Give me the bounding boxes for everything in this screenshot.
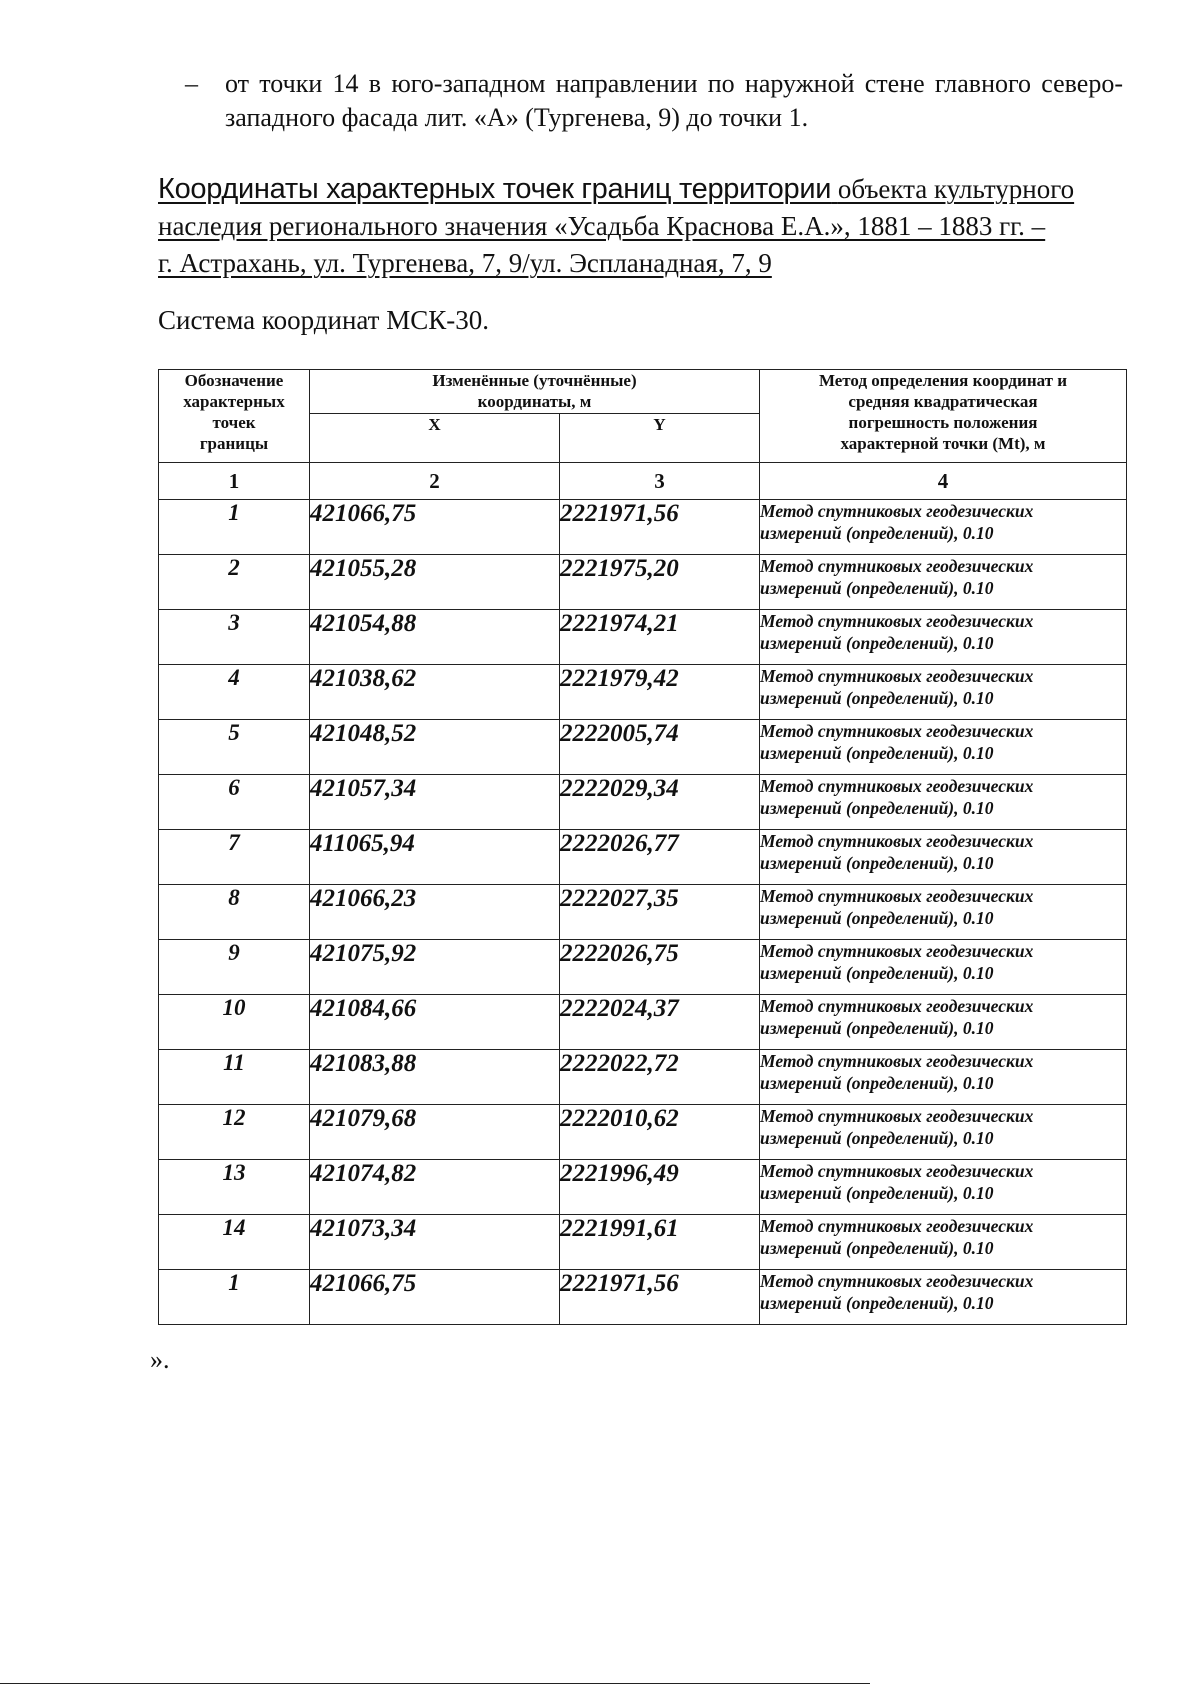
- method-line-1: Метод спутниковых геодезических: [760, 831, 1034, 851]
- point-number: 13: [159, 1160, 310, 1215]
- table-row: [159, 940, 1127, 995]
- point-number: 8: [159, 885, 310, 940]
- heading-line-2: наследия регионального значения «Усадьба Краснова Е.А.», 1881 – 1883 гг. –: [158, 211, 1046, 241]
- heading-line-1-lead: Координаты характерных точек границ территории: [158, 173, 832, 205]
- table-row: [159, 720, 1127, 775]
- header-x: X: [310, 414, 560, 463]
- y-coordinate: 2222026,75: [560, 940, 760, 995]
- table-row: [159, 830, 1127, 885]
- point-number: 12: [159, 1105, 310, 1160]
- table-row: [159, 1160, 1127, 1215]
- y-coordinate: 2221991,61: [560, 1215, 760, 1270]
- header-method-line-2: средняя квадратическая: [848, 392, 1038, 411]
- x-coordinate: 421073,34: [310, 1215, 560, 1270]
- column-number-4: 4: [760, 463, 1127, 500]
- heading-line-3: г. Астрахань, ул. Тургенева, 7, 9/ул. Эспланадная, 7, 9: [158, 248, 772, 278]
- method-line-1: Метод спутниковых геодезических: [760, 1106, 1034, 1126]
- y-coordinate: 2222005,74: [560, 720, 760, 775]
- method-line-2: измерений (определений), 0.10: [760, 1018, 994, 1038]
- document-heading: [158, 171, 1128, 282]
- y-coordinate: 2222024,37: [560, 995, 760, 1050]
- method-line-1: Метод спутниковых геодезических: [760, 501, 1034, 521]
- method-line-1: Метод спутниковых геодезических: [760, 886, 1034, 906]
- y-coordinate: 2222029,34: [560, 775, 760, 830]
- footer-rule: [0, 1683, 870, 1684]
- method-cell: [760, 1050, 1127, 1105]
- method-cell: [760, 610, 1127, 665]
- method-line-1: Метод спутниковых геодезических: [760, 1161, 1034, 1181]
- table-row: [159, 610, 1127, 665]
- table-row: [159, 1215, 1127, 1270]
- x-coordinate: 421084,66: [310, 995, 560, 1050]
- method-line-2: измерений (определений), 0.10: [760, 523, 994, 543]
- y-coordinate: 2222026,77: [560, 830, 760, 885]
- x-coordinate: 421066,23: [310, 885, 560, 940]
- table-row: [159, 500, 1127, 555]
- header-method-line-1: Метод определения координат и: [818, 371, 1068, 390]
- method-cell: [760, 885, 1127, 940]
- method-line-2: измерений (определений), 0.10: [760, 1128, 994, 1148]
- heading-line-1-rest: объекта культурного: [837, 174, 1075, 204]
- coordinate-system-label: Система координат МСК-30.: [158, 305, 489, 335]
- method-line-1: Метод спутниковых геодезических: [760, 996, 1034, 1016]
- point-number: 10: [159, 995, 310, 1050]
- y-coordinate: 2222022,72: [560, 1050, 760, 1105]
- header-changed-line-1: Изменённые (уточнённые): [432, 371, 637, 390]
- method-line-2: измерений (определений), 0.10: [760, 688, 994, 708]
- column-number-1: 1: [159, 463, 310, 500]
- table-row: [159, 665, 1127, 720]
- method-cell: [760, 1160, 1127, 1215]
- method-line-2: измерений (определений), 0.10: [760, 1238, 994, 1258]
- method-line-2: измерений (определений), 0.10: [760, 963, 994, 983]
- table-row: [159, 885, 1127, 940]
- table-row: [159, 1050, 1127, 1105]
- method-line-2: измерений (определений), 0.10: [760, 1073, 994, 1093]
- method-line-1: Метод спутниковых геодезических: [760, 1271, 1034, 1291]
- point-number: 4: [159, 665, 310, 720]
- point-number: 3: [159, 610, 310, 665]
- header-method-line-4: характерной точки (Mt), м: [840, 434, 1046, 453]
- method-line-1: Метод спутниковых геодезических: [760, 1051, 1034, 1071]
- column-number-2: 2: [310, 463, 560, 500]
- method-cell: [760, 555, 1127, 610]
- table-row: [159, 555, 1127, 610]
- method-cell: [760, 940, 1127, 995]
- x-coordinate: 421083,88: [310, 1050, 560, 1105]
- method-cell: [760, 720, 1127, 775]
- method-line-2: измерений (определений), 0.10: [760, 633, 994, 653]
- method-line-1: Метод спутниковых геодезических: [760, 556, 1034, 576]
- point-number: 5: [159, 720, 310, 775]
- y-coordinate: 2221979,42: [560, 665, 760, 720]
- header-designation-line-3: точек: [212, 413, 256, 432]
- table-row: [159, 775, 1127, 830]
- header-designation-line-4: границы: [199, 434, 269, 453]
- point-number: 1: [159, 1270, 310, 1325]
- header-point-designation: [159, 370, 310, 463]
- method-line-1: Метод спутниковых геодезических: [760, 776, 1034, 796]
- y-coordinate: 2222027,35: [560, 885, 760, 940]
- x-coordinate: 421057,34: [310, 775, 560, 830]
- x-coordinate: 421074,82: [310, 1160, 560, 1215]
- point-number: 7: [159, 830, 310, 885]
- method-cell: [760, 1270, 1127, 1325]
- table-row: [159, 995, 1127, 1050]
- y-coordinate: 2221975,20: [560, 555, 760, 610]
- point-number: 2: [159, 555, 310, 610]
- header-method-line-3: погрешность положения: [848, 413, 1038, 432]
- method-cell: [760, 1215, 1127, 1270]
- coordinates-table: [158, 369, 1127, 1325]
- coordinates-table-body: [159, 500, 1127, 1325]
- method-line-1: Метод спутниковых геодезических: [760, 1216, 1034, 1236]
- x-coordinate: 421048,52: [310, 720, 560, 775]
- method-line-1: Метод спутниковых геодезических: [760, 666, 1034, 686]
- point-number: 6: [159, 775, 310, 830]
- header-designation-line-2: характерных: [183, 392, 285, 411]
- method-line-2: измерений (определений), 0.10: [760, 853, 994, 873]
- y-coordinate: 2221974,21: [560, 610, 760, 665]
- y-coordinate: 2221971,56: [560, 500, 760, 555]
- intro-text: от точки 14 в юго-западном направлении по наружной стене главного северо-западного фасада лит. «А» (Тургенева, 9) до точки 1.: [225, 69, 1123, 132]
- point-number: 1: [159, 500, 310, 555]
- x-coordinate: 421066,75: [310, 1270, 560, 1325]
- table-row: [159, 1105, 1127, 1160]
- x-coordinate: 421066,75: [310, 500, 560, 555]
- method-line-1: Метод спутниковых геодезических: [760, 941, 1034, 961]
- method-line-1: Метод спутниковых геодезических: [760, 611, 1034, 631]
- method-cell: [760, 1105, 1127, 1160]
- y-coordinate: 2221996,49: [560, 1160, 760, 1215]
- x-coordinate: 421079,68: [310, 1105, 560, 1160]
- y-coordinate: 2221971,56: [560, 1270, 760, 1325]
- column-number-3: 3: [560, 463, 760, 500]
- x-coordinate: 421038,62: [310, 665, 560, 720]
- x-coordinate: 421055,28: [310, 555, 560, 610]
- point-number: 9: [159, 940, 310, 995]
- method-line-2: измерений (определений), 0.10: [760, 578, 994, 598]
- header-method: [760, 370, 1127, 463]
- method-line-2: измерений (определений), 0.10: [760, 798, 994, 818]
- header-changed-coordinates: [310, 370, 760, 414]
- header-changed-line-2: координаты, м: [477, 392, 592, 411]
- point-number: 14: [159, 1215, 310, 1270]
- x-coordinate: 421075,92: [310, 940, 560, 995]
- header-designation-line-1: Обозначение: [184, 371, 284, 390]
- x-coordinate: 411065,94: [310, 830, 560, 885]
- list-dash: –: [185, 69, 198, 98]
- method-cell: [760, 995, 1127, 1050]
- method-line-2: измерений (определений), 0.10: [760, 743, 994, 763]
- method-line-2: измерений (определений), 0.10: [760, 1183, 994, 1203]
- header-y: Y: [560, 414, 760, 463]
- intro-paragraph: [187, 67, 1123, 135]
- heading-line-1: [158, 171, 1128, 208]
- method-cell: [760, 665, 1127, 720]
- table-row: [159, 1270, 1127, 1325]
- method-cell: [760, 500, 1127, 555]
- y-coordinate: 2222010,62: [560, 1105, 760, 1160]
- closing-quote: ».: [150, 1345, 170, 1374]
- x-coordinate: 421054,88: [310, 610, 560, 665]
- method-line-1: Метод спутниковых геодезических: [760, 721, 1034, 741]
- method-line-2: измерений (определений), 0.10: [760, 908, 994, 928]
- point-number: 11: [159, 1050, 310, 1105]
- method-line-2: измерений (определений), 0.10: [760, 1293, 994, 1313]
- method-cell: [760, 775, 1127, 830]
- method-cell: [760, 830, 1127, 885]
